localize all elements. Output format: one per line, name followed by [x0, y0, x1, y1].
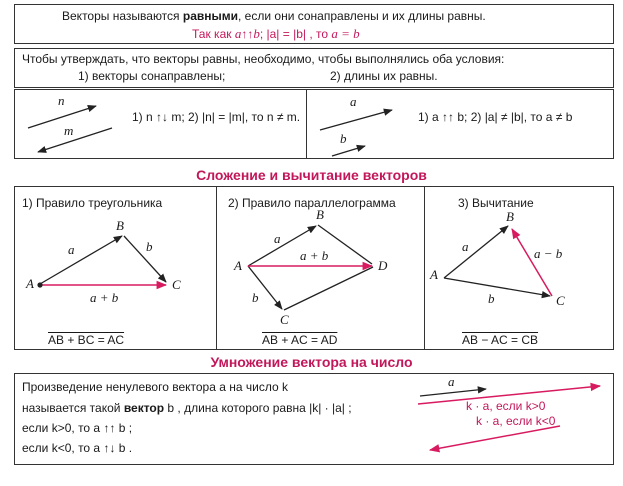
section-title-addition: Сложение и вычитание векторов: [196, 167, 427, 183]
parallelogram-heading: 2) Правило параллелограмма: [228, 196, 396, 210]
sub-label-a: a: [462, 239, 469, 254]
sub-label-A: A: [430, 267, 438, 282]
right-example-text: 1) a ↑↑ b; 2) |a| ≠ |b|, то a ≠ b: [418, 110, 573, 124]
definition-line-2: Так как a↑↑b; |a| = |b| , то a = b: [192, 26, 360, 41]
tri-label-b: b: [146, 239, 153, 254]
par-label-a: a: [274, 231, 281, 246]
label-a-example: a: [350, 94, 357, 109]
multiply-line-3: если k>0, то a ↑↑ b ;: [22, 421, 133, 435]
label-b-example: b: [340, 131, 347, 146]
tri-label-a: a: [68, 242, 75, 257]
mult-label-neg: k · a, если k<0: [476, 414, 556, 428]
tri-label-B: B: [116, 218, 124, 233]
label-n: n: [58, 93, 65, 108]
multiply-line-1: Произведение ненулевого вектора a на число k: [22, 380, 288, 394]
sub-label-C: C: [556, 293, 565, 308]
tri-formula: AB + BC = AC: [48, 333, 125, 347]
par-label-C: C: [280, 312, 289, 327]
triangle-heading: 1) Правило треугольника: [22, 196, 163, 210]
condition-1: 1) векторы сонаправлены;: [78, 69, 226, 83]
tri-label-C: C: [172, 277, 181, 292]
sub-label-B: B: [506, 209, 514, 224]
mult-vector-a: [420, 389, 486, 396]
sub-label-diff: a − b: [534, 246, 563, 261]
label-m: m: [64, 123, 74, 138]
par-label-b: b: [252, 290, 259, 305]
multiply-line-2: называется такой вектор b , длина которого равна |k| · |a| ;: [22, 401, 352, 415]
sub-formula: AB − AC = CB: [462, 333, 539, 347]
par-label-sum: a + b: [300, 248, 329, 263]
conditions-line-1: Чтобы утверждать, что векторы равны, необходимо, чтобы выполнялись оба условия:: [22, 52, 505, 66]
sub-label-b: b: [488, 291, 495, 306]
definition-line-1: Векторы называются равными, если они сонаправлены и их длины равны.: [62, 9, 486, 23]
par-formula: AB + AC = AD: [262, 333, 338, 347]
mult-vector-neg: [430, 426, 560, 450]
left-example-text: 1) n ↑↓ m; 2) |n| = |m|, то n ≠ m.: [132, 110, 301, 124]
tri-label-A: A: [26, 276, 34, 291]
par-label-D: D: [378, 258, 388, 273]
condition-2: 2) длины их равны.: [330, 69, 438, 83]
mult-label-pos: k · a, если k>0: [466, 399, 546, 413]
mult-label-a: a: [448, 374, 455, 389]
tri-label-sum: a + b: [90, 290, 119, 305]
par-label-A: A: [234, 258, 242, 273]
par-label-B: B: [316, 207, 324, 222]
subtraction-heading: 3) Вычитание: [458, 196, 534, 210]
multiply-line-4: если k<0, то a ↑↓ b .: [22, 441, 133, 455]
section-title-multiply: Умножение вектора на число: [210, 354, 413, 370]
